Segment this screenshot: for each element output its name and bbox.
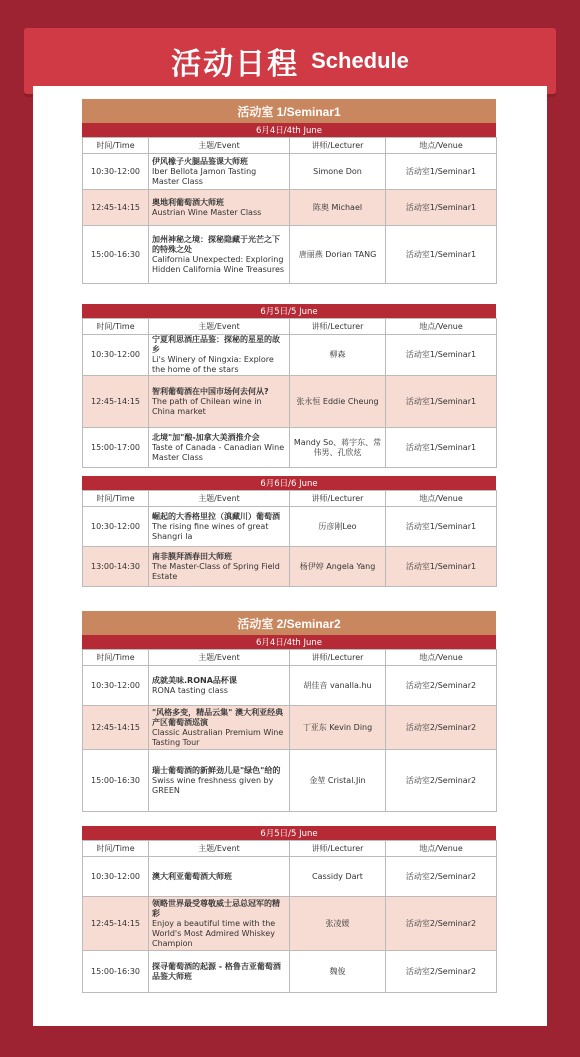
lecturer-cell: 柳森 (290, 335, 386, 376)
venue-cell: 活动室1/Seminar1 (386, 376, 497, 428)
lecturer-cell: Mandy So、蒋宇东、常伟男、孔欣炫 (290, 428, 386, 468)
event-title-en: RONA tasting class (152, 685, 228, 695)
event-title-zh: 成就美味.RONA品杯课 (152, 675, 237, 685)
event-title-en: The rising fine wines of great Shangri la (152, 521, 269, 541)
event-title-zh: 加州神秘之境：探秘隐藏于光芒之下的特殊之处 (152, 234, 280, 254)
time-cell: 12:45-14:15 (83, 897, 149, 951)
table-row (83, 335, 497, 376)
lecturer-cell: 胡佳音 vanalla.hu (290, 666, 386, 706)
time-cell: 13:00-14:30 (83, 547, 149, 587)
event-cell (149, 376, 290, 428)
time-cell: 15:00-16:30 (83, 226, 149, 284)
date-bar: 6月5日/5 June (82, 826, 496, 840)
event-title-zh: 崛起的大香格里拉（滇藏川）葡萄酒 (152, 511, 280, 521)
table-row (83, 857, 497, 897)
table-row (83, 666, 497, 706)
time-cell: 15:00-16:30 (83, 750, 149, 812)
lecturer-cell: Simone Don (290, 154, 386, 190)
schedule-table (82, 840, 497, 993)
event-cell (149, 951, 290, 993)
event-title-zh: 领略世界最受尊敬威士忌总冠军的精彩 (152, 898, 280, 918)
event-title-en: Enjoy a beautiful time with the World's Most Admired Whiskey Champion (152, 918, 276, 948)
table-row (83, 897, 497, 951)
column-header: 时间/Time (83, 841, 149, 857)
event-title-zh: 澳大利亚葡萄酒大师班 (152, 871, 232, 881)
column-header: 讲师/Lecturer (290, 138, 386, 154)
table-row (83, 376, 497, 428)
lecturer-cell: Cassidy Dart (290, 857, 386, 897)
column-header: 主题/Event (149, 841, 290, 857)
time-cell: 10:30-12:00 (83, 154, 149, 190)
venue-cell: 活动室2/Seminar2 (386, 706, 497, 750)
lecturer-cell: 金堃 Cristal.Jin (290, 750, 386, 812)
schedule-block (82, 476, 496, 587)
event-cell (149, 857, 290, 897)
venue-cell: 活动室2/Seminar2 (386, 857, 497, 897)
venue-cell: 活动室1/Seminar1 (386, 507, 497, 547)
table-row (83, 154, 497, 190)
column-header: 主题/Event (149, 138, 290, 154)
time-cell: 12:45-14:15 (83, 190, 149, 226)
event-title-zh: 探寻葡萄酒的起源 - 格鲁吉亚葡萄酒品鉴大师班 (152, 961, 281, 981)
table-header-row (83, 491, 497, 507)
event-title-en: Austrian Wine Master Class (152, 207, 262, 217)
column-header: 主题/Event (149, 491, 290, 507)
date-bar: 6月4日/4th June (82, 635, 496, 649)
column-header: 讲师/Lecturer (290, 650, 386, 666)
time-cell: 10:30-12:00 (83, 507, 149, 547)
time-cell: 10:30-12:00 (83, 335, 149, 376)
venue-cell: 活动室2/Seminar2 (386, 666, 497, 706)
event-cell (149, 547, 290, 587)
schedule-block (82, 611, 496, 812)
date-bar: 6月5日/5 June (82, 304, 496, 318)
event-title-en: The path of Chilean wine in China market (152, 396, 262, 416)
page-header (24, 28, 556, 94)
schedule-table (82, 318, 497, 468)
table-row (83, 951, 497, 993)
event-title-en: Swiss wine freshness given by GREEN (152, 775, 274, 795)
venue-cell: 活动室1/Seminar1 (386, 428, 497, 468)
page-title-en: Schedule (311, 48, 409, 73)
column-header: 地点/Venue (386, 491, 497, 507)
schedule-block (82, 99, 496, 284)
event-cell (149, 750, 290, 812)
event-title-en: California Unexpected: Exploring Hidden California Wine Treasures (152, 254, 285, 274)
lecturer-cell: 魏俊 (290, 951, 386, 993)
table-row (83, 750, 497, 812)
event-cell (149, 428, 290, 468)
time-cell: 15:00-17:00 (83, 428, 149, 468)
lecturer-cell: 张凌媛 (290, 897, 386, 951)
lecturer-cell: 历彦刚Leo (290, 507, 386, 547)
venue-cell: 活动室2/Seminar2 (386, 951, 497, 993)
column-header: 地点/Venue (386, 650, 497, 666)
lecturer-cell: 丁亚东 Kevin Ding (290, 706, 386, 750)
column-header: 时间/Time (83, 138, 149, 154)
time-cell: 15:00-16:30 (83, 951, 149, 993)
venue-cell: 活动室1/Seminar1 (386, 190, 497, 226)
column-header: 讲师/Lecturer (290, 319, 386, 335)
column-header: 地点/Venue (386, 841, 497, 857)
column-header: 时间/Time (83, 319, 149, 335)
event-title-zh: 伊风橡子火腿品鉴课大师班 (152, 156, 248, 166)
event-title-en: Taste of Canada - Canadian Wine Master Class (152, 442, 285, 462)
event-cell (149, 666, 290, 706)
event-title-zh: 北境"加"酿-加拿大美酒推介会 (152, 432, 260, 442)
event-cell (149, 706, 290, 750)
venue-cell: 活动室1/Seminar1 (386, 226, 497, 284)
venue-cell: 活动室1/Seminar1 (386, 335, 497, 376)
room-title: 活动室 1/Seminar1 (82, 99, 496, 123)
lecturer-cell: 杨伊婷 Angela Yang (290, 547, 386, 587)
event-title-zh: 瑞士葡萄酒的新鲜劲儿是"绿色"给的 (152, 765, 281, 775)
schedule-table (82, 137, 497, 284)
event-title-zh: 奥地利葡萄酒大师班 (152, 197, 224, 207)
room-title: 活动室 2/Seminar2 (82, 611, 496, 635)
table-header-row (83, 319, 497, 335)
event-title-en: Li's Winery of Ningxia: Explore the home of the stars (152, 355, 274, 374)
table-row (83, 547, 497, 587)
schedule-block (82, 826, 496, 993)
event-title-en: Classic Australian Premium Wine Tasting Tour (152, 727, 284, 747)
time-cell: 12:45-14:15 (83, 706, 149, 750)
event-title-zh: 智利葡萄酒在中国市场何去何从? (152, 386, 269, 396)
time-cell: 12:45-14:15 (83, 376, 149, 428)
event-cell (149, 226, 290, 284)
venue-cell: 活动室1/Seminar1 (386, 154, 497, 190)
page-title-zh: 活动日程 (171, 47, 300, 82)
table-header-row (83, 138, 497, 154)
table-row (83, 226, 497, 284)
column-header: 主题/Event (149, 650, 290, 666)
time-cell: 10:30-12:00 (83, 857, 149, 897)
column-header: 地点/Venue (386, 138, 497, 154)
event-cell (149, 897, 290, 951)
schedule-block (82, 304, 496, 468)
event-cell (149, 507, 290, 547)
schedule-table (82, 490, 497, 587)
time-cell: 10:30-12:00 (83, 666, 149, 706)
column-header: 时间/Time (83, 491, 149, 507)
venue-cell: 活动室2/Seminar2 (386, 750, 497, 812)
column-header: 讲师/Lecturer (290, 491, 386, 507)
table-header-row (83, 841, 497, 857)
event-title-en: The Master-Class of Spring Field Estate (152, 561, 280, 581)
date-bar: 6月6日/6 June (82, 476, 496, 490)
table-row (83, 507, 497, 547)
event-title-zh: 南非膜拜酒春田大师班 (152, 551, 232, 561)
date-bar: 6月4日/4th June (82, 123, 496, 137)
lecturer-cell: 陈奥 Michael (290, 190, 386, 226)
table-row (83, 190, 497, 226)
lecturer-cell: 张永恒 Eddie Cheung (290, 376, 386, 428)
table-header-row (83, 650, 497, 666)
lecturer-cell: 唐丽燕 Dorian TANG (290, 226, 386, 284)
column-header: 时间/Time (83, 650, 149, 666)
venue-cell: 活动室1/Seminar1 (386, 547, 497, 587)
event-title-zh: "风格多变，精品云集" 澳大利亚经典产区葡萄酒巡演 (152, 707, 284, 727)
event-cell (149, 335, 290, 376)
column-header: 主题/Event (149, 319, 290, 335)
venue-cell: 活动室2/Seminar2 (386, 897, 497, 951)
event-title-zh: 宁夏利思酒庄品鉴：探秘的星星的故乡 (152, 335, 280, 354)
event-cell (149, 190, 290, 226)
column-header: 讲师/Lecturer (290, 841, 386, 857)
schedule-table (82, 649, 497, 812)
table-row (83, 428, 497, 468)
table-row (83, 706, 497, 750)
column-header: 地点/Venue (386, 319, 497, 335)
event-cell (149, 154, 290, 190)
event-title-en: Iber Bellota Jamon Tasting Master Class (152, 166, 257, 186)
